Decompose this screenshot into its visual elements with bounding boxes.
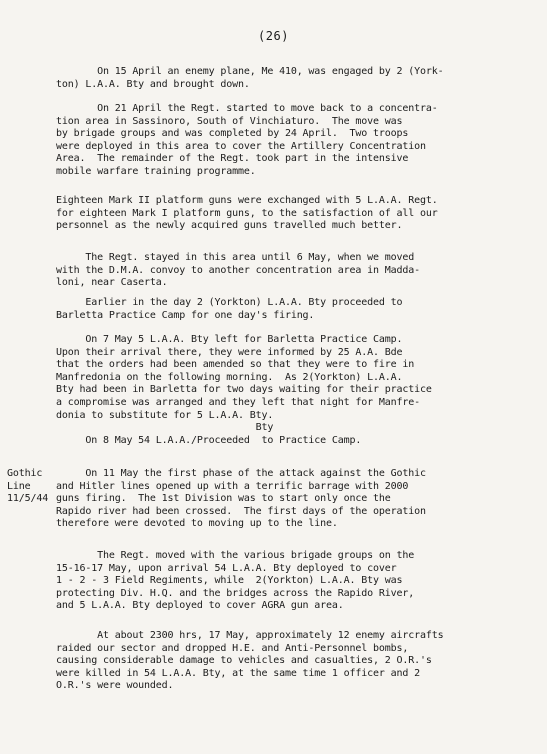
paragraph-3: Eighteen Mark II platform guns were exchanged with 5 L.A.A. Regt. for eighteen Mark I platform guns, to the satisfaction of all our personnel as the newly acquired guns travelled much better. (56, 195, 438, 232)
paragraph-1: On 15 April an enemy plane, Me 410, was engaged by 2 (York- ton) L.A.A. Bty and brought down. (56, 66, 444, 90)
paragraph-7: On 11 May the first phase of the attack against the Gothic and Hitler lines opened up with a terrific barrage with 2000 guns firing. The 1st Division was to start only once the Rapido river had been crossed. The first days of the operation therefore were devoted to moving up to the line. (56, 468, 426, 530)
margin-note: Gothic Line 11/5/44 (7, 468, 49, 505)
paragraph-4: The Regt. stayed in this area until 6 May, when we moved with the D.M.A. convoy to another concentration area in Madda- loni, near Caserta. (56, 252, 420, 289)
paragraph-9: At about 2300 hrs, 17 May, approximately 12 enemy aircrafts raided our sector and dropped H.E. and Anti-Personnel bombs, causing considerable damage to vehicles and casualties, 2 O.R.'s were killed in 54 L.A.A. Bty, at the same time 1 officer and 2 O.R.'s were wounded. (56, 630, 444, 692)
paragraph-2: On 21 April the Regt. started to move back to a concentra- tion area in Sassinoro, South of Vinchiaturo. The move was by brigade groups and was completed by 24 April. Two troops were deployed in this area to cover the Artillery Concentration Area. The remainder of the Regt. took part in the intensive mobile warfare training programme. (56, 103, 438, 177)
paragraph-5: Earlier in the day 2 (Yorkton) L.A.A. Bty proceeded to Barletta Practice Camp for one day's firing. (56, 297, 403, 321)
page-number: (26) (258, 29, 289, 43)
paragraph-8: The Regt. moved with the various brigade groups on the 15-16-17 May, upon arrival 54 L.A.A. Bty deployed to cover 1 - 2 - 3 Field Regiments, while 2(Yorkton) L.A.A. Bty was protecting Div. H.Q. and the bridges across the Rapido River, and 5 L.A.A. Bty deployed to cover AGRA gun area. (56, 550, 415, 612)
paragraph-6: On 7 May 5 L.A.A. Bty left for Barletta Practice Camp. Upon their arrival there, they were informed by 25 A.A. Bde that the orders had been amended so that they were to fire in Manfredonia on the following morning. As 2(Yorkton) L.A.A. Bty had been in Barletta for two days waiting for their practice a compromise was arranged and they left that night for Manfre- donia to substitute for 5 L.A.A. Bty. Bty On 8 May 54 L.A.A./Proceeded to Practice Camp. (56, 334, 432, 446)
